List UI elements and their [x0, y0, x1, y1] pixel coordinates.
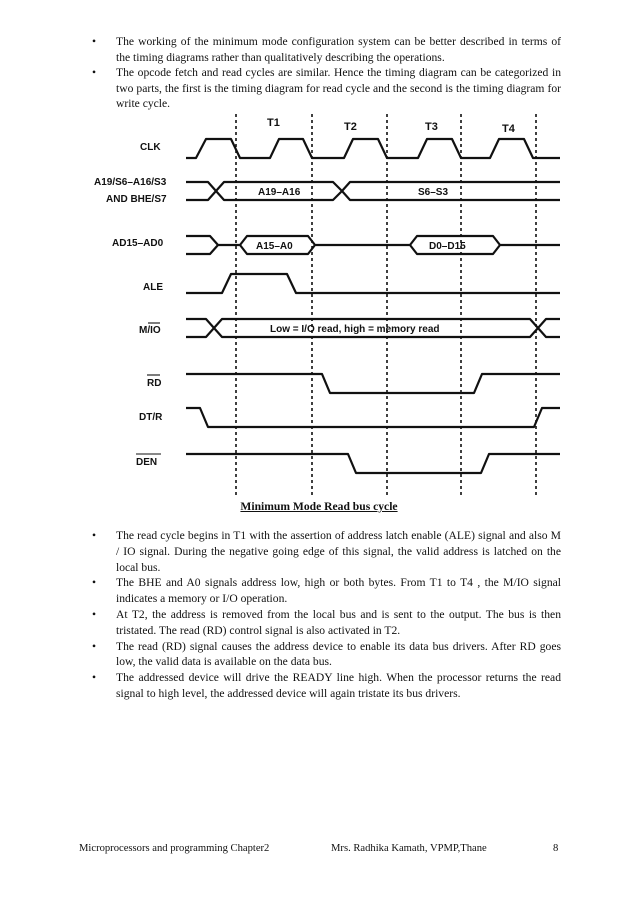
signal-label-clk: CLK	[140, 142, 161, 153]
detail-bullet	[93, 607, 561, 639]
bullet-marker: •	[92, 639, 97, 653]
bus-label-data: D0–D15	[429, 241, 466, 252]
figure-caption: Minimum Mode Read bus cycle	[240, 500, 398, 513]
footer-author: Mrs. Radhika Kamath, VPMP,Thane	[331, 843, 487, 854]
t-state-label: T1	[267, 117, 280, 129]
detail-bullet-text: The read cycle begins in T1 with the assertion of address latch enable (ALE) signal and also M / IO signal. During the negative going edge of this signal, the valid address is latched on the local bus.	[116, 529, 561, 574]
signal-label-mio: M/IO	[139, 325, 161, 336]
rd-waveform	[186, 374, 560, 393]
detail-bullet-text: At T2, the address is removed from the local bus and is sent to the output. The bus is then tristated. The read (RD) control signal is also activated in T2.	[116, 607, 561, 637]
bus-label-addr-high: A19–A16	[258, 187, 301, 198]
signal-label-ale: ALE	[143, 282, 163, 293]
detail-bullet-text: The addressed device will drive the READY line high. When the processor returns the read signal to high level, the addressed device will again tristate its bus drivers.	[116, 671, 561, 700]
detail-bullet	[93, 528, 561, 575]
dtr-waveform	[186, 408, 560, 427]
detail-bullet-text: The BHE and A0 signals address low, high or both bytes. From T1 to T4 , the M/IO signal indicates a memory or I/O operation.	[116, 576, 561, 606]
footer-course: Microprocessors and programming Chapter2	[79, 843, 270, 854]
detail-bullet	[93, 670, 561, 702]
detail-bullet-text: The read (RD) signal causes the address device to enable its data bus drivers. After RD goes low, the valid data is available on the data bus.	[116, 639, 561, 669]
bullet-marker: •	[92, 607, 97, 621]
t-state-label: T4	[502, 123, 515, 135]
bullet-marker: •	[92, 35, 97, 48]
t-state-label: T2	[344, 121, 357, 133]
timing-diagram	[90, 112, 565, 497]
intro-bullet	[93, 65, 561, 112]
clk-waveform	[186, 139, 560, 158]
detail-bullet-list	[93, 528, 561, 702]
signal-label-ad: AD15–AD0	[112, 238, 164, 249]
signal-label-addr-status: A19/S6–A16/S3	[94, 177, 167, 188]
bus-label-addr-low: A15–A0	[256, 241, 293, 252]
intro-bullet	[93, 34, 561, 65]
bus-label-status: S6–S3	[418, 187, 449, 198]
signal-label-dtr: DT/R	[139, 412, 163, 423]
ad-bus	[186, 236, 560, 254]
addr-status-bus	[186, 182, 560, 200]
t-state-label: T3	[425, 121, 438, 133]
intro-bullet-text: The opcode fetch and read cycles are similar. Hence the timing diagram can be categorized in two parts, the first is the timing diagram for read cycle and the second is the timing diagram for write cycle.	[116, 66, 561, 111]
intro-bullet-list	[93, 34, 561, 112]
detail-bullet	[93, 575, 561, 607]
detail-bullet	[93, 639, 561, 671]
signal-label-bhe: AND BHE/S7	[106, 194, 167, 205]
signal-label-den: DEN	[136, 457, 158, 468]
bullet-marker: •	[92, 66, 97, 80]
ale-waveform	[186, 274, 560, 293]
intro-bullet-text: The working of the minimum mode configuration system can be better described in terms of the timing diagrams rather than qualitatively describing the operations.	[116, 35, 561, 64]
bus-label-mio-note: Low = I/O read, high = memory read	[270, 324, 440, 335]
den-waveform	[186, 454, 560, 473]
bullet-marker: •	[92, 671, 97, 685]
bullet-marker: •	[92, 576, 97, 590]
page-number: 8	[553, 843, 559, 854]
signal-label-rd: RD	[147, 378, 162, 389]
bullet-marker: •	[92, 529, 97, 542]
